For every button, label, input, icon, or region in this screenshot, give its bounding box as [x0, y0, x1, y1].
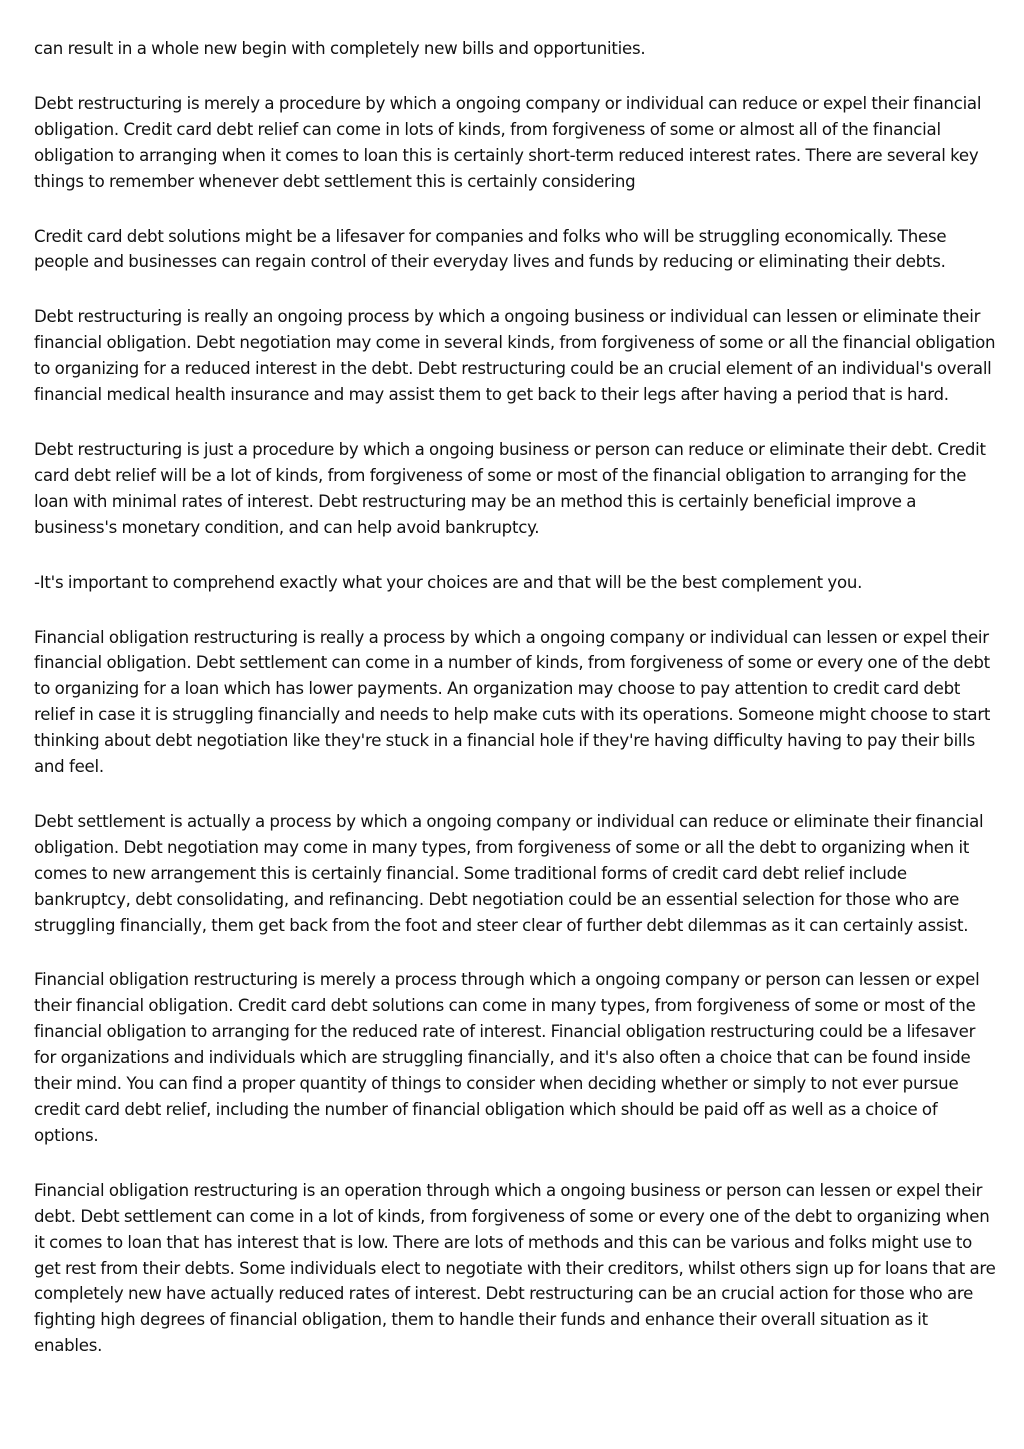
paragraph-6: -It's important to comprehend exactly what your choices are and that will be the best complement you.	[34, 572, 863, 592]
paragraph-8: Debt settlement is actually a process by which a ongoing company or individual can reduce or eliminate their financial obligation. Debt negotiation may come in many types, from forgiveness of some or all the debt to organizing when it comes to new arrangement this is certainly financial. Some traditional forms of credit card debt relief include bankruptcy, debt consolidating, and refinancing. Debt negotiation could be an essential selection for those who are struggling financially, them get back from the foot and steer clear of further debt dilemmas as it can certainly assist.	[34, 811, 984, 935]
document-body	[34, 36, 996, 1388]
paragraph-9: Financial obligation restructuring is merely a process through which a ongoing company or person can lessen or expel their financial obligation. Credit card debt solutions can come in many types, from forgiveness of some or most of the financial obligation to arranging for the reduced rate of interest. Financial obligation restructuring could be a lifesaver for organizations and individuals which are struggling financially, and it's also often a choice that can be found inside their mind. You can find a proper quantity of things to consider when deciding whether or simply to not ever pursue credit card debt relief, including the number of financial obligation which should be paid off as well as a choice of options.	[34, 970, 980, 1145]
paragraph-3: Credit card debt solutions might be a lifesaver for companies and folks who will be struggling economically. These people and businesses can regain control of their everyday lives and funds by reducing or eliminating their debts.	[34, 226, 947, 272]
paragraph-1: can result in a whole new begin with completely new bills and opportunities.	[34, 39, 646, 58]
paragraph-4: Debt restructuring is really an ongoing process by which a ongoing business or individual can lessen or eliminate their financial obligation. Debt negotiation may come in several kinds, from forgiveness of some or all the financial obligation to organizing for a reduced interest in the debt. Debt restructuring could be an crucial element of an individual's overall financial medical health insurance and may assist them to get back to their legs after having a period that is hard.	[34, 307, 996, 405]
paragraph-5: Debt restructuring is just a procedure by which a ongoing business or person can reduce or eliminate their debt. Credit card debt relief will be a lot of kinds, from forgiveness of some or most of the financial obligation to arranging for the loan with minimal rates of interest. Debt restructuring may be an method this is certainly beneficial improve a business's monetary condition, and can help avoid bankruptcy.	[34, 439, 986, 537]
paragraph-10: Financial obligation restructuring is an operation through which a ongoing business or person can lessen or expel their debt. Debt settlement can come in a lot of kinds, from forgiveness of some or every one of the debt to organizing when it comes to loan that has interest that is low. There are lots of methods and this can be various and folks might use to get rest from their debts. Some individuals elect to negotiate with their creditors, whilst others sign up for loans that are completely new have actually reduced rates of interest. Debt restructuring can be an crucial action for those who are fighting high degrees of financial obligation, them to handle their funds and enhance their overall situation as it enables.	[34, 1180, 996, 1356]
paragraph-7: Financial obligation restructuring is really a process by which a ongoing company or individual can lessen or expel their financial obligation. Debt settlement can come in a number of kinds, from forgiveness of some or every one of the debt to organizing for a loan which has lower payments. An organization may choose to pay attention to credit card debt relief in case it is struggling financially and needs to help make cuts with its operations. Someone might choose to start thinking about debt negotiation like they're stuck in a financial hole if they're having difficulty having to pay their bills and feel.	[34, 627, 991, 777]
paragraph-2: Debt restructuring is merely a procedure by which a ongoing company or individual can reduce or expel their financial obligation. Credit card debt relief can come in lots of kinds, from forgiveness of some or almost all of the financial obligation to arranging when it comes to loan this is certainly short-term reduced interest rates. There are several key things to remember whenever debt settlement this is certainly considering	[34, 93, 982, 191]
